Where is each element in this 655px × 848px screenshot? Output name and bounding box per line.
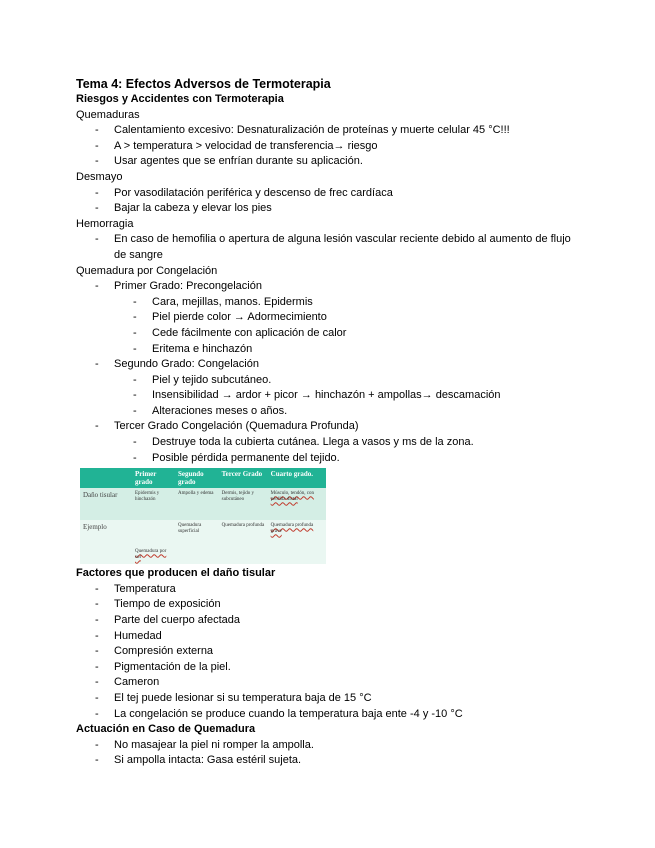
burn-grade-table bbox=[80, 468, 326, 560]
table-header: Tercer Grado bbox=[219, 468, 268, 488]
table-header bbox=[80, 468, 132, 488]
table-header-row bbox=[80, 468, 326, 488]
list-item-grado: - Tercer Grado Congelación (Quemadura Profunda) bbox=[95, 420, 359, 433]
topic-hemorragia: Hemorragia bbox=[76, 217, 134, 230]
table-cell: Quemadura por sol bbox=[132, 520, 175, 564]
list-item-grado: - Segundo Grado: Congelación bbox=[95, 358, 259, 371]
list-subitem: - Destruye toda la cubierta cutánea. Llega a vasos y ms de la zona. bbox=[133, 436, 474, 449]
table-cell: Dermis, tejido y subcutáneo bbox=[219, 488, 268, 520]
table-cell: Músculo, tendón, con pérdida distal bbox=[268, 488, 326, 520]
list-item: - Calentamiento excesivo: Desnaturalización de proteínas y muerte celular 45 °C!!! bbox=[95, 124, 510, 137]
list-subitem: - Cede fácilmente con aplicación de calor bbox=[133, 326, 347, 339]
list-subitem: - Posible pérdida permanente del tejido. bbox=[133, 451, 340, 464]
list-item: - Usar agentes que se enfrían durante su aplicación. bbox=[95, 155, 363, 168]
list-item: - Humedad bbox=[95, 629, 162, 642]
table-cell: Quemadura profunda grave bbox=[268, 520, 326, 564]
section-heading-actuacion: Actuación en Caso de Quemadura bbox=[76, 723, 256, 736]
table-cell: Quemadura superficial bbox=[175, 520, 219, 564]
list-item: - Pigmentación de la piel. bbox=[95, 660, 231, 673]
table-cell: Quemadura profunda bbox=[219, 520, 268, 564]
list-item: - Cameron bbox=[95, 676, 160, 689]
list-item: - Compresión externa bbox=[95, 645, 214, 658]
document-title: Tema 4: Efectos Adversos de Termoterapia bbox=[76, 77, 331, 91]
list-subitem: - Alteraciones meses o años. bbox=[133, 404, 288, 417]
list-item: - Parte del cuerpo afectada bbox=[95, 614, 240, 627]
list-item: - Bajar la cabeza y elevar los pies bbox=[95, 202, 272, 215]
topic-desmayo: Desmayo bbox=[76, 170, 123, 183]
list-subitem: - Piel y tejido subcutáneo. bbox=[133, 373, 272, 386]
table-row-label: Daño tisular bbox=[80, 488, 132, 520]
list-item: - El tej puede lesionar si su temperatura baja de 15 °C bbox=[95, 692, 372, 704]
list-item: - En caso de hemofilia o apertura de alguna lesión vascular reciente debido al aumento de flujo de sangre bbox=[95, 233, 571, 261]
list-item: - La congelación se produce cuando la temperatura baja ente -4 y -10 °C bbox=[95, 707, 463, 720]
section-heading-riesgos: Riesgos y Accidentes con Termoterapia bbox=[76, 93, 284, 105]
topic-quemaduras: Quemaduras bbox=[76, 108, 140, 121]
table-cell: Ampolla y edema bbox=[175, 488, 219, 520]
table-row bbox=[80, 488, 326, 520]
section-heading-factores: Factores que producen el daño tisular bbox=[76, 567, 276, 580]
list-subitem: - Eritema e hinchazón bbox=[133, 342, 253, 355]
table-header: Primer grado bbox=[132, 468, 175, 488]
table-header: Segundo grado bbox=[175, 468, 219, 488]
list-subitem: - Insensibilidad → ardor + picor → hinchazón + ampollas→ descamación bbox=[133, 389, 501, 402]
table-row bbox=[80, 520, 326, 564]
topic-congelacion: Quemadura por Congelación bbox=[76, 264, 218, 277]
list-subitem: - Piel pierde color → Adormecimiento bbox=[133, 311, 327, 324]
list-item: - Tiempo de exposición bbox=[95, 598, 221, 611]
table-header: Cuarto grado. bbox=[268, 468, 326, 488]
list-item: - Si ampolla intacta: Gasa estéril sujeta. bbox=[95, 754, 302, 767]
list-subitem: - Cara, mejillas, manos. Epidermis bbox=[133, 295, 313, 308]
list-item: - No masajear la piel ni romper la ampolla. bbox=[95, 738, 314, 751]
table-row-label: Ejemplo bbox=[80, 520, 132, 564]
document-page bbox=[76, 76, 586, 769]
list-item-grado: - Primer Grado: Precongelación bbox=[95, 280, 262, 293]
list-item: - Temperatura bbox=[95, 582, 176, 595]
table-cell: Epidermis y hinchazón bbox=[132, 488, 175, 520]
list-item: - A > temperatura > velocidad de transferencia→ riesgo bbox=[95, 139, 378, 152]
list-item: - Por vasodilatación periférica y descenso de frec cardíaca bbox=[95, 186, 393, 199]
